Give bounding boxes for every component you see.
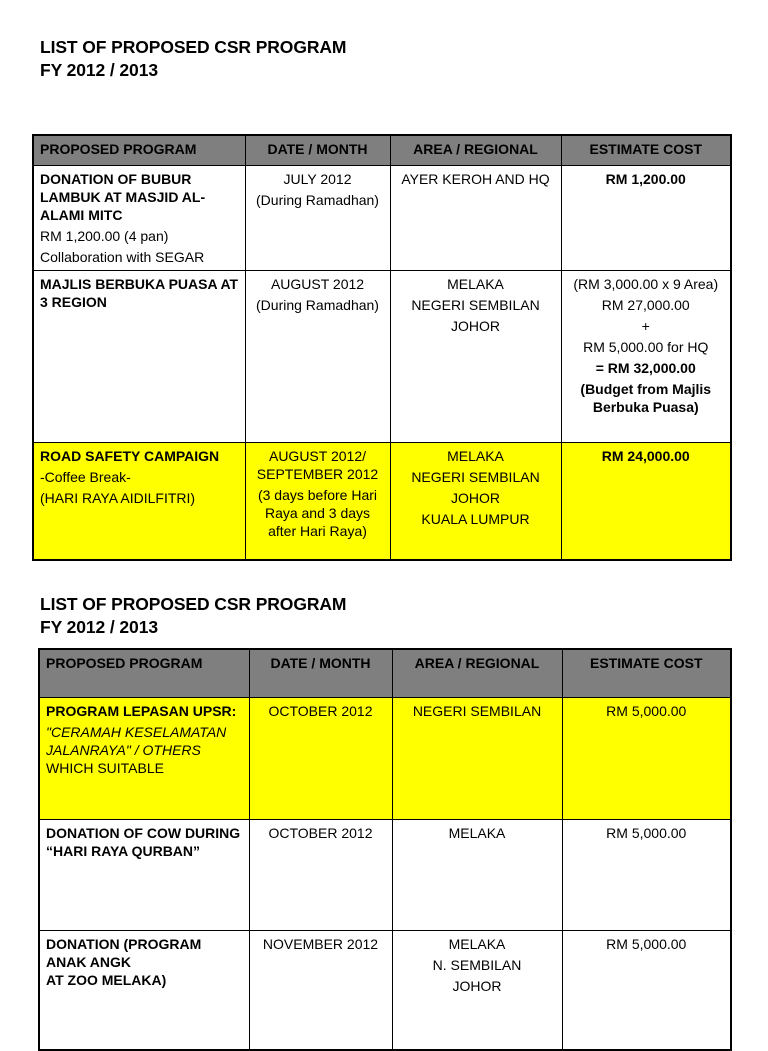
- area-text: N. SEMBILAN: [432, 956, 522, 973]
- table-header-row: [33, 135, 731, 165]
- fiscal-year-line: FY 2012 / 2013: [40, 617, 158, 637]
- cost-cell: [561, 165, 731, 270]
- table-row: [39, 697, 731, 819]
- area-text: MELAKA: [448, 824, 506, 841]
- area-text: JOHOR: [451, 317, 500, 334]
- area-cell: [392, 930, 562, 1050]
- cost-text: +: [641, 317, 650, 334]
- date-note: (During Ramadhan): [256, 191, 379, 208]
- area-text: JOHOR: [451, 489, 500, 506]
- program-title: ROAD SAFETY CAMPAIGN: [40, 447, 220, 464]
- table-header-row: [39, 649, 731, 697]
- area-text: KUALA LUMPUR: [421, 510, 530, 527]
- program-title: DONATION OF BUBUR LAMBUK AT MASJID AL-ALAMI MITC: [40, 170, 206, 223]
- cost-text: RM 27,000.00: [601, 296, 690, 313]
- csr-program-table: [38, 648, 732, 1051]
- program-detail: (HARI RAYA AIDILFITRI): [40, 489, 196, 506]
- area-text: NEGERI SEMBILAN: [411, 468, 540, 485]
- cost-cell: [562, 697, 731, 819]
- table-row: [33, 442, 731, 560]
- program-cell: [33, 270, 245, 442]
- column-header-area: AREA / REGIONAL: [392, 649, 562, 697]
- table-row: [39, 819, 731, 930]
- cost-cell: [562, 819, 731, 930]
- program-detail: RM 1,200.00 (4 pan): [40, 227, 169, 244]
- program-title: AT ZOO MELAKA): [46, 971, 167, 988]
- area-cell: [390, 442, 561, 560]
- program-detail: Collaboration with SEGAR: [40, 248, 205, 265]
- cost-text: RM 5,000.00: [606, 824, 687, 841]
- program-cell: [39, 819, 249, 930]
- column-header-area: AREA / REGIONAL: [390, 135, 561, 165]
- date-text: OCTOBER 2012: [268, 702, 373, 719]
- program-cell: [33, 165, 245, 270]
- column-header-date: DATE / MONTH: [249, 649, 392, 697]
- title-line: LIST OF PROPOSED CSR PROGRAM: [40, 594, 347, 614]
- column-header-program: PROPOSED PROGRAM: [39, 649, 249, 697]
- cost-cell: [561, 270, 731, 442]
- program-title: DONATION (PROGRAM ANAK ANGK: [46, 935, 202, 970]
- date-text: NOVEMBER 2012: [262, 935, 379, 952]
- area-cell: [390, 165, 561, 270]
- date-text: AUGUST 2012/ SEPTEMBER 2012: [256, 447, 379, 482]
- program-title: MAJLIS BERBUKA PUASA AT 3 REGION: [40, 275, 239, 310]
- area-cell: [392, 819, 562, 930]
- program-cell: [33, 442, 245, 560]
- cost-text: RM 5,000.00 for HQ: [583, 338, 709, 355]
- cost-text: RM 5,000.00: [606, 702, 687, 719]
- program-cell: [39, 697, 249, 819]
- cost-text: RM 5,000.00: [606, 935, 687, 952]
- column-header-cost: ESTIMATE COST: [561, 135, 731, 165]
- table-row: [33, 165, 731, 270]
- date-text: JULY 2012: [283, 170, 352, 187]
- date-cell: [245, 442, 390, 560]
- cost-note: (Budget from Majlis Berbuka Puasa): [580, 380, 712, 415]
- area-text: MELAKA: [447, 275, 504, 292]
- date-text: OCTOBER 2012: [268, 824, 373, 841]
- date-cell: [249, 930, 392, 1050]
- program-detail: WHICH SUITABLE: [46, 759, 164, 776]
- table-row: [39, 930, 731, 1050]
- area-text: NEGERI SEMBILAN: [412, 702, 542, 719]
- program-title: DONATION OF COW DURING “HARI RAYA QURBAN”: [46, 824, 241, 859]
- program-cell: [39, 930, 249, 1050]
- column-header-date: DATE / MONTH: [245, 135, 390, 165]
- cost-cell: [561, 442, 731, 560]
- area-cell: [390, 270, 561, 442]
- csr-program-table: [32, 134, 732, 561]
- page-title: [40, 593, 346, 639]
- cost-text: (RM 3,000.00 x 9 Area): [573, 275, 719, 292]
- table-row: [33, 270, 731, 442]
- column-header-cost: ESTIMATE COST: [562, 649, 731, 697]
- date-note: (3 days before Hari Raya and 3 days after Hari Raya): [257, 486, 378, 539]
- date-cell: [245, 270, 390, 442]
- cost-text: RM 24,000.00: [601, 447, 690, 464]
- page-title: [40, 36, 346, 82]
- cost-cell: [562, 930, 731, 1050]
- cost-text: RM 1,200.00: [605, 170, 686, 187]
- date-cell: [249, 819, 392, 930]
- date-text: AUGUST 2012: [270, 275, 365, 292]
- date-cell: [249, 697, 392, 819]
- date-note: (During Ramadhan): [256, 296, 379, 313]
- program-title: PROGRAM LEPASAN UPSR:: [46, 702, 237, 719]
- area-text: JOHOR: [452, 977, 502, 994]
- program-detail: "CERAMAH KESELAMATAN JALANRAYA" / OTHERS: [46, 723, 227, 758]
- area-cell: [392, 697, 562, 819]
- area-text: AYER KEROH AND HQ: [401, 170, 550, 187]
- area-text: MELAKA: [447, 447, 504, 464]
- program-detail: -Coffee Break-: [40, 468, 131, 485]
- date-cell: [245, 165, 390, 270]
- title-line: LIST OF PROPOSED CSR PROGRAM: [40, 37, 347, 57]
- cost-total: = RM 32,000.00: [595, 359, 696, 376]
- area-text: MELAKA: [448, 935, 506, 952]
- column-header-program: PROPOSED PROGRAM: [33, 135, 245, 165]
- area-text: NEGERI SEMBILAN: [411, 296, 540, 313]
- fiscal-year-line: FY 2012 / 2013: [40, 60, 158, 80]
